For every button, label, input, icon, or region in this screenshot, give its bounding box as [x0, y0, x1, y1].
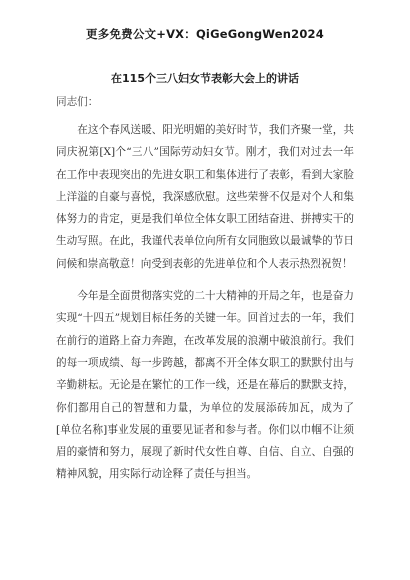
- paragraph-2: 今年是全面贯彻落实党的二十大精神的开局之年，也是奋力实现“十四五”规划目标任务的关键一年。回首过去的一年，我们在前行的道路上奋力奔跑，在改革发展的浪潮中破浪前行。我们的每一项成绩、每一步跨越，都离不开全体女职工的默默付出与辛勤耕耘。无论是在繁忙的工作一线，还是在幕后的默默支持，你们都用自己的智慧和力量，为单位的发展添砖加瓦，成为了[单位名称]事业发展的重要见证者和参与者。你们以巾帼不让须眉的豪情和努力，展现了新时代女性自尊、自信、自立、自强的精神风貌，用实际行动诠释了责任与担当。: [56, 290, 354, 481]
- paragraph-1: 在这个春风送暖、阳光明媚的美好时节，我们齐聚一堂，共同庆祝第[X]个“三八”国际劳动妇女节。刚才，我们对过去一年在工作中表现突出的先进女职工和集体进行了表彰，看到大家脸上洋溢的自豪与喜悦，我深感欣慰。这些荣誉不仅是对个人和集体努力的肯定，更是我们单位全体女职工团结奋进、拼搏实干的生动写照。在此，我谨代表单位向所有女同胞致以最诚挚的节日问候和崇高敬意！向受到表彰的先进单位和个人表示热烈祝贺！: [56, 124, 354, 270]
- document-title: 在115个三八妇女节表彰大会上的讲话: [111, 72, 299, 85]
- promo-header: 更多免费公文+VX：QiGeGongWen2024: [86, 27, 324, 41]
- salutation: 同志们：: [56, 96, 99, 108]
